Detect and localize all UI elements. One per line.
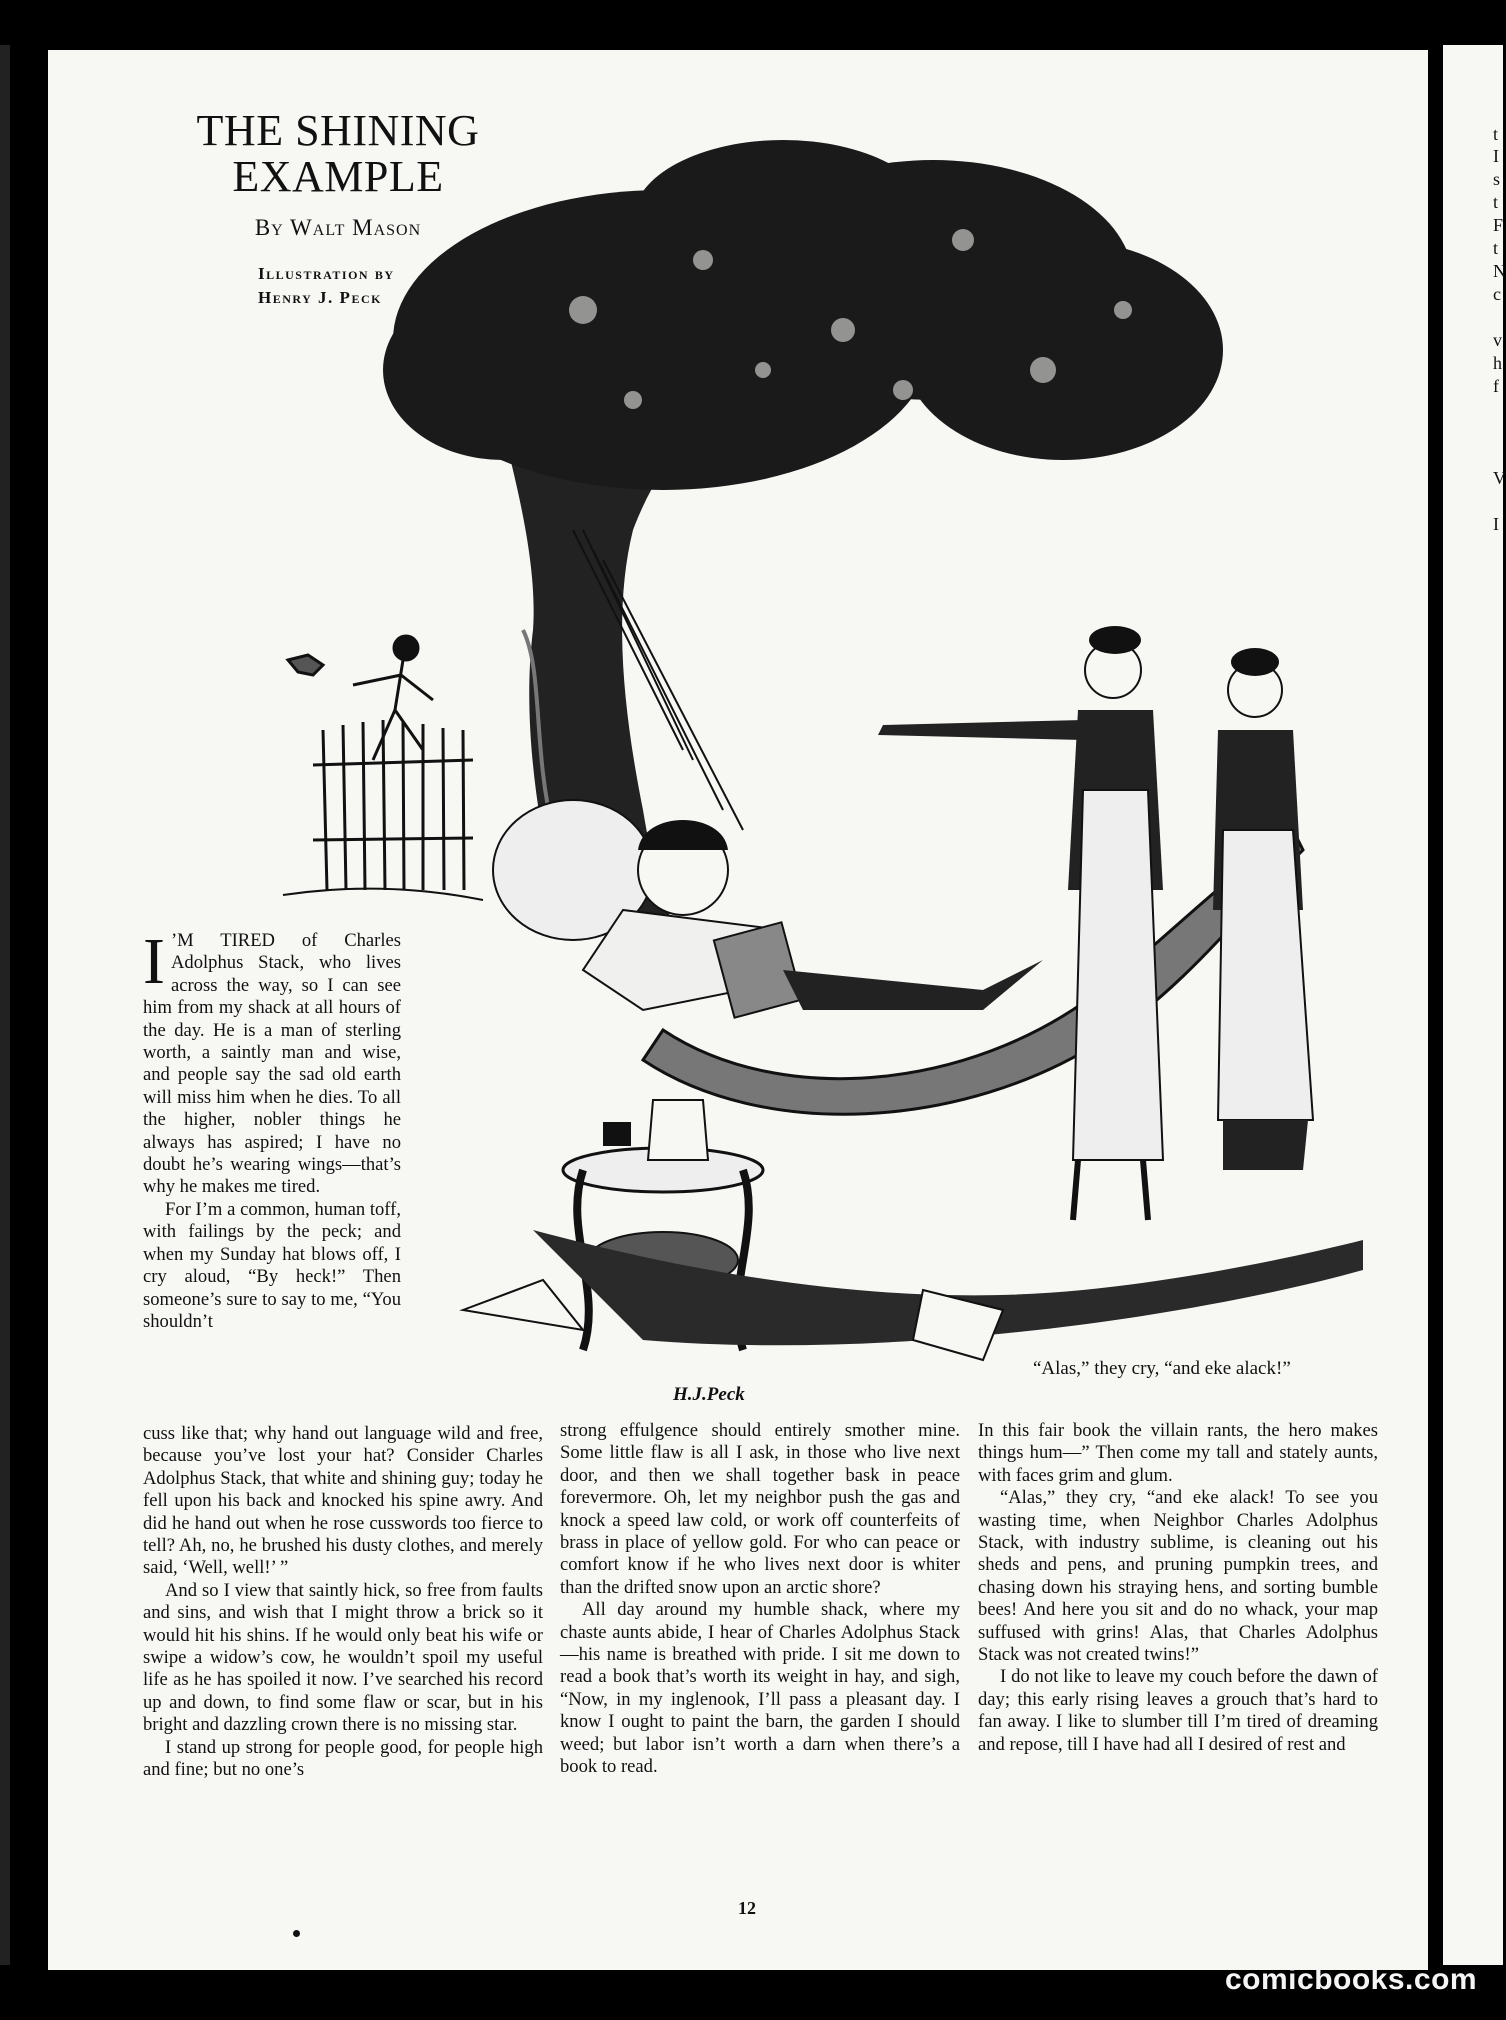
illustration-caption: “Alas,” they cry, “and eke alack!” — [1033, 1358, 1291, 1379]
fragment-line: V — [1493, 468, 1506, 488]
paragraph-3: And so I view that saintly hick, so free from faults and sins, and wish that I might throw a brick so it would hit his shins. If he would only beat his wife or swipe a widow’s cow, he wouldn’t spoil my useful life as he has spoiled it now. I’ve searched his record up and down, to find some flaw or scar, but in his bright and dazzling crown there is no missing star. — [143, 1579, 543, 1736]
fragment-line: F — [1493, 215, 1504, 235]
aunt-standing — [1213, 648, 1313, 1170]
fragment-line: N — [1493, 261, 1506, 281]
page-number: 12 — [738, 1898, 756, 1918]
fragment-line: t — [1493, 192, 1499, 212]
byline: By Walt Mason — [254, 215, 422, 240]
credit-line-2: Henry J. Peck — [258, 288, 382, 307]
title-line-2: EXAMPLE — [232, 152, 444, 201]
paragraph-2-continued: cuss like that; why hand out language wild and free, because you’ve lost your hat? Consider Charles Adolphus Stack, that white and shining guy; today he fell upon his back and knocked his spine awry. And did he hand out when he rose cusswords too fierce to tell? Ah, no, he brushed his dusty clothes, and merely said, ‘Well, well!’ ” — [143, 1423, 543, 1579]
paragraph-4-start: I stand up strong for people good, for people high and fine; but no one’s — [143, 1736, 543, 1781]
paragraph-7: I do not like to leave my couch before the dawn of day; this early rising leaves a grouch that’s hard to fan away. I like to slumber till I’m tired of dreaming and repose, till I have had all I desired of rest and — [978, 1666, 1378, 1755]
paragraph-5-continued: In this fair book the villain rants, the hero makes things hum—” Then come my tall and stately aunts, with faces grim and glum. — [978, 1420, 1378, 1486]
text-column-narrow — [143, 925, 401, 1333]
hammock-illustration — [283, 110, 1423, 1460]
title-line-1: THE SHINING — [196, 106, 480, 155]
paragraph-1-text: ’M TIRED of Charles Adolphus Stack, who lives across the way, so I can see him from my shack at all hours of the day. He is a man of sterling worth, a saintly man and wise, and people say the sad old earth will miss him when he dies. To all the higher, nobler things he always has aspired; I have no doubt he’s wearing wings—that’s why he makes me tired. — [143, 930, 401, 1198]
text-column-3 — [978, 1420, 1378, 1756]
drop-cap: I — [143, 925, 165, 998]
magazine-page — [48, 50, 1428, 1970]
paragraph-opening — [143, 925, 401, 1199]
aunt-pointing — [878, 626, 1163, 1220]
next-page-edge — [1443, 45, 1506, 1965]
paragraph-2-start: For I’m a common, human toff, with failings by the peck; and when my Sunday hat blows off, I cry aloud, “By heck!” Then someone’s sure to say to me, “You shouldn’t — [143, 1198, 401, 1332]
fragment-line: h — [1493, 353, 1502, 373]
paragraph-5: All day around my humble shack, where my chaste aunts abide, I hear of Charles Adolphus Stack—his name is breathed with pride. I sit me down to read a book that’s worth its weight in hay, and sigh, “Now, in my inglenook, I’ll pass a pleasant day. I know I ought to paint the barn, the garden I should weed; but labor isn’t worth a darn when there’s a book to read. — [560, 1599, 960, 1778]
site-watermark: comicbooks.com — [1225, 1963, 1478, 1996]
fragment-line: f — [1493, 376, 1499, 396]
tree-foliage — [383, 140, 1223, 490]
text-column-1 — [143, 1423, 543, 1782]
fragment-line: I — [1493, 146, 1499, 166]
paragraph-6: “Alas,” they cry, “and eke alack! To see you wasting time, when Neighbor Charles Adolphus Stack, with industry sublime, is cleaning out his sheds and pens, and pruning pumpkin trees, and chasing down his straying hens, and sorting bumble bees! And here you sit and do no whack, your map suffused with grins! Alas, that Charles Adolphus Stack was not created twins!” — [978, 1487, 1378, 1666]
fragment-line: I — [1493, 514, 1499, 534]
fragment-line: t — [1493, 238, 1499, 258]
print-mark — [293, 1930, 300, 1937]
text-column-2 — [560, 1420, 960, 1779]
fragment-line: v — [1493, 330, 1502, 350]
fragment-line: c — [1493, 284, 1501, 304]
artist-signature: H.J.Peck — [673, 1384, 745, 1405]
credit-line-1: Illustration by — [258, 264, 395, 283]
book-spine — [0, 45, 10, 1965]
fence-and-runner — [283, 636, 483, 900]
fragment-line: s — [1493, 169, 1501, 189]
fragment-line: t — [1493, 124, 1499, 144]
boy-reading — [493, 800, 1043, 1018]
paragraph-4-continued: strong effulgence should entirely smother mine. Some little flaw is all I ask, in those who live next door, and then we shall together bask in peace forevermore. Oh, let my neighbor push the gas and knock a speed law cold, or work off counterfeits of brass in place of yellow gold. For who can peace or comfort know if he who lives next door is whiter than the drifted snow upon an arctic shore? — [560, 1420, 960, 1598]
